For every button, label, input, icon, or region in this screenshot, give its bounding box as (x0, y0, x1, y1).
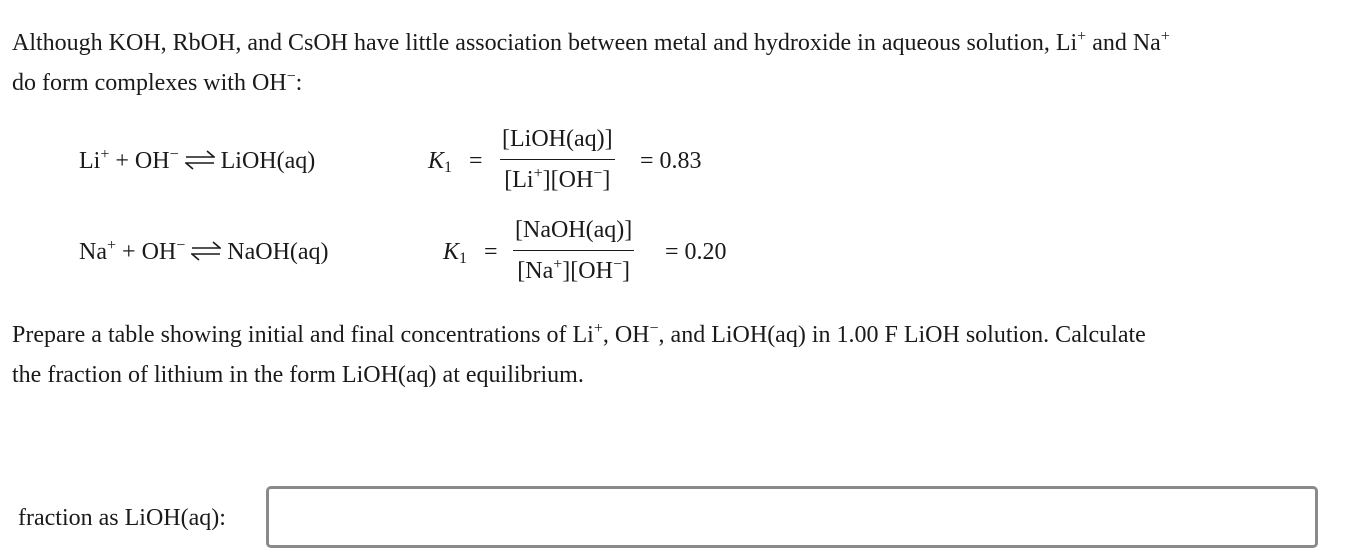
fraction-bar (500, 159, 615, 160)
question-text-1: Prepare a table showing initial and final concentrations of Li (12, 322, 594, 348)
equals-sign: = (469, 148, 483, 174)
fraction-answer-input[interactable] (266, 486, 1318, 548)
fraction-numerator: [LiOH(aq)] (502, 126, 613, 152)
fraction-denominator (515, 253, 632, 289)
fraction (500, 121, 615, 198)
den-text-3: ] (602, 167, 611, 193)
question-text-2: , OH (602, 322, 650, 348)
question-sup-2: − (649, 320, 659, 337)
question-text-4: the fraction of lithium in the form LiOH(aq) at equilibrium. (12, 362, 584, 388)
den-sup-1: + (553, 256, 563, 273)
equilibrium-arrow-icon (185, 149, 215, 171)
den-sup-2: − (593, 165, 603, 182)
reactant-b-charge: − (169, 146, 179, 163)
reactant-a-charge: + (106, 237, 117, 254)
k-label (428, 143, 452, 186)
intro-text-4: : (295, 70, 303, 96)
question-sup-1: + (593, 320, 603, 337)
reactant-a: Li (79, 148, 101, 174)
answer-label: fraction as LiOH(aq): (18, 505, 226, 531)
plus-sign: + (122, 239, 136, 265)
intro-sup-2: + (1160, 28, 1170, 45)
fraction (513, 212, 634, 289)
den-text-2: ][OH (562, 258, 613, 284)
plus-sign: + (115, 148, 129, 174)
reactant-b: OH (134, 148, 170, 174)
reactant-b: OH (141, 239, 177, 265)
reaction-lithium (79, 143, 315, 179)
k-symbol: K (428, 148, 445, 174)
k-label (443, 234, 467, 277)
den-sup-2: − (612, 256, 622, 273)
fraction-denominator (502, 162, 612, 198)
equals-sign: = (484, 239, 498, 265)
k-subscript: 1 (444, 159, 453, 176)
den-text-1: [Na (517, 258, 554, 284)
k-symbol: K (443, 239, 460, 265)
reactant-a: Na (79, 239, 107, 265)
intro-text-1: Although KOH, RbOH, and CsOH have little association between metal and hydroxide in aqueous solution, Li (12, 30, 1078, 56)
reactant-b-charge: − (176, 237, 186, 254)
equilibrium-equation-sodium (0, 212, 900, 292)
problem-intro (12, 23, 1332, 103)
den-text-2: ][OH (542, 167, 594, 193)
den-text-1: [Li (504, 167, 534, 193)
intro-sup-1: + (1077, 28, 1087, 45)
product: LiOH(aq) (220, 148, 316, 174)
den-sup-1: + (533, 165, 543, 182)
k-value: = 0.83 (640, 148, 702, 174)
equilibrium-arrow-icon (191, 240, 221, 262)
den-text-3: ] (621, 258, 630, 284)
problem-question (12, 315, 1332, 395)
reaction-sodium (79, 234, 329, 270)
equilibrium-equation-lithium (0, 121, 900, 201)
fraction-numerator: [NaOH(aq)] (515, 217, 633, 243)
product: NaOH(aq) (227, 239, 329, 265)
question-text-3: , and LiOH(aq) in 1.00 F LiOH solution. Calculate (658, 322, 1146, 348)
k-value: = 0.20 (665, 239, 727, 265)
intro-sup-3: − (286, 68, 296, 85)
reactant-a-charge: + (100, 146, 110, 163)
fraction-bar (513, 250, 634, 251)
k-subscript: 1 (459, 250, 468, 267)
intro-text-3: do form complexes with OH (12, 70, 287, 96)
intro-text-2: and Na (1086, 30, 1161, 56)
